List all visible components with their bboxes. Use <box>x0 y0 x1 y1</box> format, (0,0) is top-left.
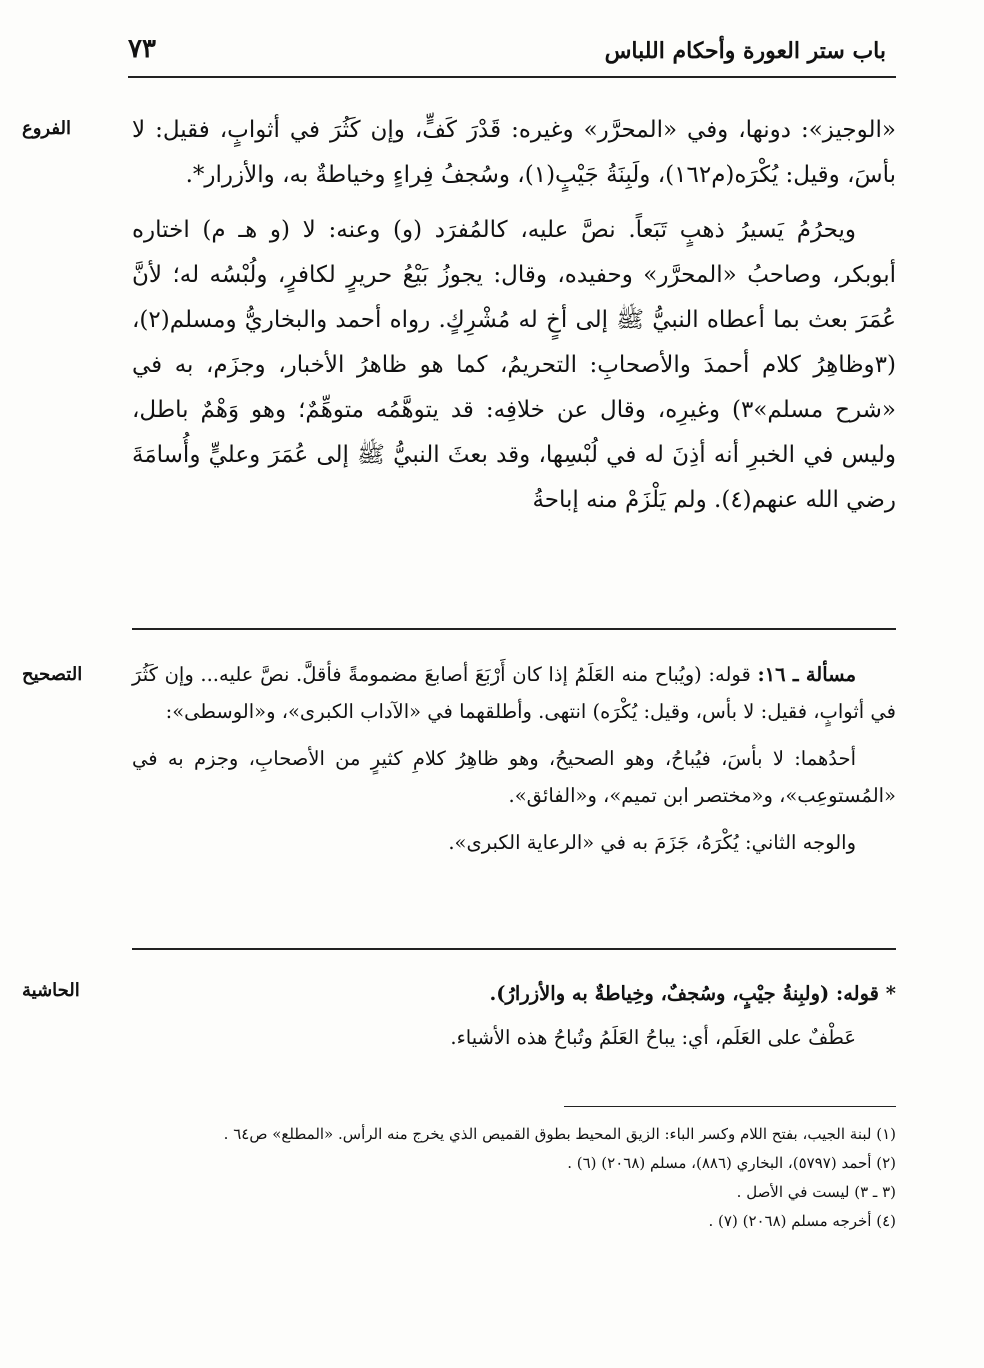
tashih-paragraph-3: والوجه الثاني: يُكْرَهُ، جَزَمَ به في «الرعاية الكبرى». <box>448 831 856 854</box>
section-rule-tashih <box>132 628 896 630</box>
section-rule-hashiya <box>132 948 896 950</box>
footnote-2: (٢) أحمد (٥٧٩٧)، البخاري (٨٨٦)، مسلم (٢٠٦٨) (٦) . <box>567 1154 896 1172</box>
side-label-furu: الفروع <box>22 118 71 139</box>
side-label-hashiya: الحاشية <box>22 980 80 1001</box>
tashih-paragraph-2: أحدُهما: لا بأسَ، فيُباحُ، وهو الصحيحُ، وهو ظاهِرُ كلامِ كثيرٍ من الأصحابِ، وجزم به في «المُستوعِب»، و«مختصر ابن تميم»، و«الفائق». <box>132 747 896 807</box>
page-number: ٧٣ <box>128 34 156 64</box>
running-header-title: باب ستر العورة وأحكام اللباس <box>604 38 886 64</box>
furu-paragraph-2: ويحرُمُ يَسيرُ ذهبٍ تَبَعاً. نصَّ عليه، كالمُفرَد (و) وعنه: لا (و هـ م) اختاره أبوبكر، وصاحبُ «المحرَّر» وحفيده، وقال: يجوزُ بَيْعُ حريرٍ لكافرٍ، ولُبْسُه له؛ لأنَّ عُمَرَ بعث بما أعطاه النبيُّ ﷺ إلى أخٍ له مُشْرِكٍ. رواه أحمد والبخاريُّ ومسلم(٢)، (٣وظاهِرُ كلام أحمدَ والأصحابِ: التحريمُ، كما هو ظاهرُ الأخبار، وجزَم، به في «شرح مسلم»٣) وغيرِه، وقال عن خلافِه: قد يتوهَّمُه متوهِّمٌ؛ وهو وَهْمٌ باطل، وليس في الخبرِ أنه أذِنَ له في لُبْسِها، وقد بعثَ النبيُّ ﷺ إلى عُمَرَ وعليٍّ وأُسامَةَ رضي الله عنهم(٤). ولم يَلْزَمْ منه إباحةُ <box>132 217 896 513</box>
footnote-3: (٣ ـ ٣) ليست في الأصل . <box>736 1183 896 1201</box>
tashih-issue-text: قوله: (ويُباح منه العَلَمُ إذا كان أَرْبَعَ أصابعَ مضمومةً فأقلَّ. نصَّ عليه... وإن كَثُرَ في أثوابٍ، فقيل: لا بأس، وقيل: يُكْرَه) انتهى. وأطلقهما في «الآداب الكبرى»، و«الوسطى»: <box>132 663 896 723</box>
tashih-section <box>132 646 896 861</box>
hashiya-section <box>132 974 896 1058</box>
footnotes <box>132 1120 896 1236</box>
tashih-issue-title: مسألة ـ ١٦: <box>757 663 857 686</box>
footnote-1: (١) لبنة الجيب، بفتح اللام وكسر الباء: الزيق المحيط بطوق القميص الذي يخرج منه الرأس. «المطلع» ص٦٤ . <box>223 1125 896 1143</box>
hashiya-paragraph-2: عَطْفٌ على العَلَم، أي: يباحُ العَلَمُ وتُباحُ هذه الأشياء. <box>450 1026 856 1049</box>
furu-section <box>132 108 896 523</box>
side-label-tashih: التصحيح <box>22 664 83 685</box>
header-rule <box>128 76 896 78</box>
footnote-4: (٤) أخرجه مسلم (٢٠٦٨) (٧) . <box>708 1212 896 1230</box>
tashih-paragraph-1 <box>132 656 896 730</box>
footnote-separator <box>564 1106 896 1107</box>
hashiya-paragraph-1: * قوله: (ولبِنةُ جيْبٍ، وسُجفٌ، وخِياطةٌ به والأزرارُ). <box>489 982 896 1005</box>
furu-paragraph-1: «الوجيز»: دونها، وفي «المحرَّر» وغيره: قَدْرَ كَفٍّ، وإن كَثُرَ في أثوابٍ، فقيل: لا بأسَ، وقيل: يُكْرَه(م١٦٢)، ولَبِنَةُ جَيْبٍ(١)، وسُجفُ فِراءٍ وخياطةٌ به، والأزرار*. <box>132 117 896 188</box>
